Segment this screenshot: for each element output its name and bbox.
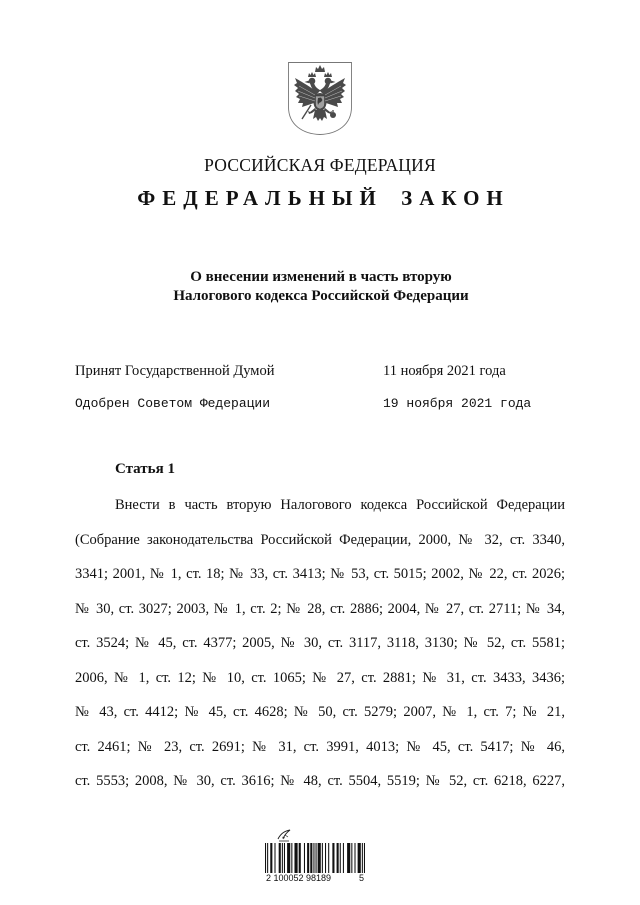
barcode-digits-end: 5 [358, 873, 364, 883]
barcode-bar [322, 843, 323, 873]
barcode-bar [270, 843, 272, 873]
barcode-bar [267, 843, 268, 873]
barcode-bar [307, 843, 309, 873]
article-text-line: ст. 5553; 2008, № 30, ст. 3616; № 48, ст. 5504, 5519; № 52, ст. 6218, 6227, [75, 773, 565, 789]
duma-adoption-date: 11 ноября 2021 года [383, 363, 506, 379]
barcode-bar [284, 843, 285, 873]
barcode-bar [316, 843, 317, 873]
barcode [265, 843, 365, 873]
council-approval-date: 19 ноября 2021 года [383, 396, 532, 411]
barcode-bar [337, 843, 339, 873]
article-text-line: Внести в часть вторую Налогового кодекса Российской Федерации [115, 497, 565, 513]
law-title-line-2: Налогового кодекса Российской Федерации [173, 288, 469, 304]
barcode-bar [354, 843, 355, 873]
article-text-line: (Собрание законодательства Российской Федерации, 2000, № 32, ст. 3340, [75, 531, 565, 548]
barcode-bar [340, 843, 341, 873]
article-text-line: ст. 2461; № 23, ст. 2691; № 31, ст. 3991, 4013; № 45, ст. 5417; № 46, [75, 738, 565, 755]
barcode-bar [313, 843, 314, 873]
country-heading: РОССИЙСКАЯ ФЕДЕРАЦИЯ [204, 155, 436, 175]
barcode-bar [304, 843, 305, 873]
barcode-bar [347, 843, 350, 873]
barcode-bar [351, 843, 352, 873]
barcode-number [266, 873, 364, 884]
barcode-bar [291, 843, 292, 873]
barcode-bar [343, 843, 344, 873]
barcode-bar [358, 843, 361, 873]
article-text-line: ст. 3524; № 45, ст. 4377; 2005, № 30, ст. 3117, 3118, 3130; № 52, ст. 5581; [75, 635, 565, 651]
article-heading: Статья 1 [115, 461, 175, 477]
barcode-bar [332, 843, 334, 873]
duma-adoption-label: Принят Государственной Думой [75, 363, 275, 379]
coat-of-arms-icon [287, 61, 353, 136]
barcode-bar [325, 843, 326, 873]
document-type-heading: ФЕДЕРАЛЬНЫЙ ЗАКОН [137, 186, 510, 210]
barcode-bar [318, 843, 321, 873]
article-text-line: № 43, ст. 4412; № 45, ст. 4628; № 50, ст. 5279; 2007, № 1, ст. 7; № 21, [75, 704, 565, 720]
publisher-logo-icon [276, 829, 292, 842]
article-text-line: 2006, № 1, ст. 12; № 10, ст. 1065; № 27, ст. 2881; № 31, ст. 3433, 3436; [75, 669, 565, 686]
barcode-bar [279, 843, 281, 873]
barcode-bar [299, 843, 301, 873]
barcode-bar [362, 843, 363, 873]
article-text-line: № 30, ст. 3027; 2003, № 1, ст. 2; № 28, ст. 2886; 2004, № 27, ст. 2711; № 34, [75, 600, 565, 617]
article-text-line: 3341; 2001, № 1, ст. 18; № 33, ст. 3413; № 53, ст. 5015; 2002, № 22, ст. 2026; [75, 566, 565, 582]
barcode-bar [265, 843, 266, 873]
barcode-bar [274, 843, 275, 873]
council-approval-label: Одобрен Советом Федерации [75, 396, 271, 411]
barcode-bar [287, 843, 290, 873]
barcode-bar [294, 843, 297, 873]
article-body [75, 488, 565, 799]
barcode-bar [310, 843, 312, 873]
barcode-bar [328, 843, 329, 873]
barcode-digits-main: 2 100052 98189 [266, 873, 332, 883]
barcode-bar [282, 843, 283, 873]
law-title-line-1: О внесении изменений в часть вторую [190, 269, 452, 285]
barcode-bar [364, 843, 365, 873]
